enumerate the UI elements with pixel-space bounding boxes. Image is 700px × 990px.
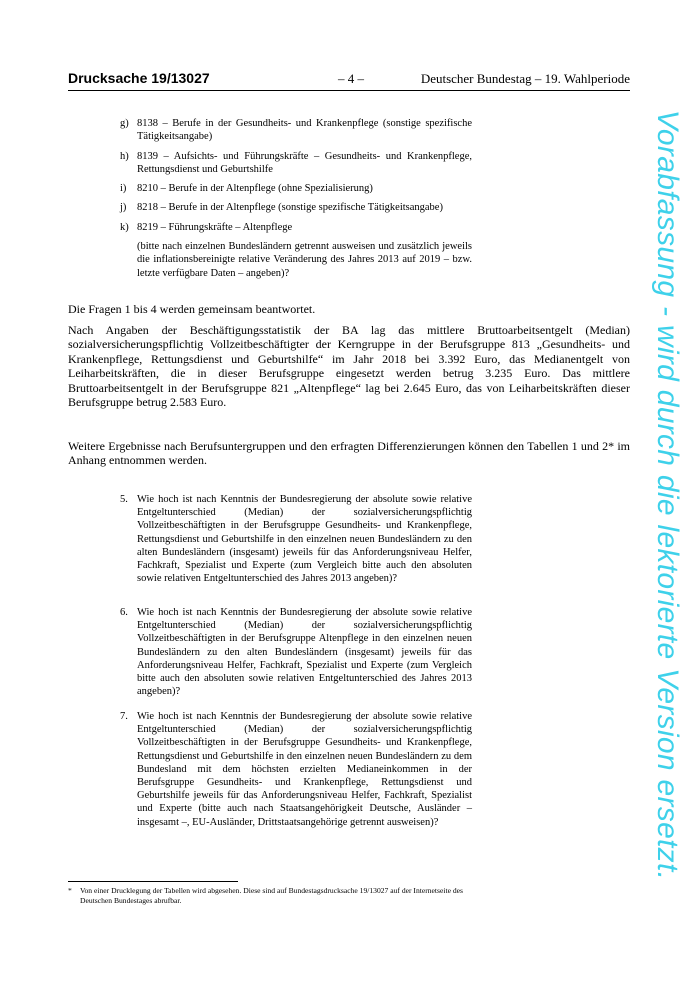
question-number: 5.	[120, 494, 128, 505]
footnote-divider	[68, 881, 238, 882]
occupation-sublist	[120, 117, 472, 280]
list-item-text: 8139 – Aufsichts- und Führungskräfte – Gesundheits- und Krankenpflege, Rettungsdienst und Geburtshilfe	[137, 150, 472, 175]
document-number: Drucksache 19/13027	[68, 70, 210, 86]
list-item	[120, 117, 472, 144]
footnote-text: Von einer Drucklegung der Tabellen wird abgesehen. Diese sind auf Bundestagsdrucksache 19/13027 auf der Internetseite des Deutschen Bundestages abrufbar.	[80, 886, 463, 905]
question-number: 7.	[120, 711, 128, 722]
parliament-period: Deutscher Bundestag – 19. Wahlperiode	[420, 71, 630, 86]
list-item-letter: h)	[120, 150, 129, 162]
list-item-text: 8210 – Berufe in der Altenpflege (ohne Spezialisierung)	[137, 183, 373, 195]
question-text: Wie hoch ist nach Kenntnis der Bundesregierung der absolute sowie relative Entgeltunterschied (Median) der sozialversicherungspflichtig Vollzeitbeschäftigten in der Berufsgruppe Gesundheits- und Krankenpflege, Rettungsdienst und Geburtshilfe in den einzelnen neuen Bundesländern zu dem Bundesland mit dem höchsten erzielten Medianeinkommen in der Berufsgruppe Gesundheits- und Krankenpflege, Rettungsdienst und Geburtshilfe jeweils für das Anforderungsniveau Helfer, Fachkraft, Spezialist und Experte (bitte auch nach Staatsangehörigkeit Deutsche, Ausländer – insgesamt –, EU-Ausländer, Drittstaatsangehörige getrennt ausweisen)?	[137, 711, 472, 828]
list-item-letter: j)	[120, 202, 127, 214]
question-7	[120, 710, 472, 829]
page-header	[68, 70, 630, 91]
answer-intro-text: Die Fragen 1 bis 4 werden gemeinsam beantwortet.	[68, 302, 316, 316]
question-number: 6.	[120, 607, 128, 618]
list-item	[120, 150, 472, 177]
list-item-text: 8138 – Berufe in der Gesundheits- und Krankenpflege (sonstige spezifische Tätigkeitsangabe)	[137, 118, 472, 143]
answer-paragraph-text: Weitere Ergebnisse nach Berufsuntergruppen und den erfragten Differenzierungen können den Tabellen 1 und 2* im Anhang entnommen werden.	[68, 439, 630, 468]
footnote-mark: *	[68, 886, 72, 895]
list-item-text: 8219 – Führungskräfte – Altenpflege	[137, 221, 293, 233]
list-item	[120, 201, 472, 214]
question-5	[120, 493, 472, 585]
draft-watermark: Vorabfassung - wird durch die lektorierte Version ersetzt.	[651, 109, 684, 881]
list-item-letter: i)	[120, 183, 127, 195]
answer-intro	[68, 302, 630, 316]
sub-list-note: (bitte nach einzelnen Bundesländern getrennt ausweisen und zusätzlich jeweils die inflationsbereinigte relative Veränderung des Jahres 2013 auf 2019 – bzw. letzte verfügbare Daten – angeben)?	[137, 241, 472, 279]
question-text: Wie hoch ist nach Kenntnis der Bundesregierung der absolute sowie relative Entgeltunterschied (Median) der sozialversicherungspflichtig Vollzeitbeschäftigten in der Berufsgruppe Gesundheits- und Krankenpflege, Rettungsdienst und Geburtshilfe in den einzelnen neuen Bundesländern zu den alten Bundesländern (insgesamt) jeweils für das Anforderungsniveau Helfer, Fachkraft, Spezialist und Experte (zum Vergleich bitte auch den absoluten sowie relativen Entgeltunterschied des Jahres 2013 angeben)?	[137, 494, 472, 585]
list-item	[120, 182, 472, 195]
answer-paragraph	[68, 323, 630, 409]
question-6	[120, 606, 472, 698]
answer-paragraph	[68, 439, 630, 468]
answer-paragraph-text: Nach Angaben der Beschäftigungsstatistik der BA lag das mittlere Bruttoarbeitsentgelt (Median) sozialversicherungspflichtig Vollzeitbeschäftigter der Kerngruppe in der Berufsgruppe 813 „Gesundheits- und Krankenpflege, Rettungsdienst und Geburtshilfe“ im Jahr 2018 bei 3.392 Euro, das Medianentgelt von Leiharbeitskräften, die in dieser Berufsgruppe eingesetzt werden betrug 3.235 Euro. Das mittlere Bruttoarbeitsentgelt in der Berufsgruppe 821 „Altenpflege“ lag bei 2.645 Euro, das von Leiharbeitskräften dieser Berufsgruppe betrug 2.583 Euro.	[68, 323, 630, 410]
footnote	[68, 886, 478, 906]
page-number: – 4 –	[338, 71, 364, 86]
list-item-text: 8218 – Berufe in der Altenpflege (sonstige spezifische Tätigkeitsangabe)	[137, 202, 443, 214]
question-text: Wie hoch ist nach Kenntnis der Bundesregierung der absolute sowie relative Entgeltunterschied (Median) der sozialversicherungspflichtig Vollzeitbeschäftigten in der Berufsgruppe Altenpflege in den einzelnen neuen Bundesländern zu den alten Bundesländern (insgesamt) jeweils für das Anforderungsniveau Helfer, Fachkraft, Spezialist und Experte (zum Vergleich bitte auch den absoluten sowie relativen Entgeltunterschied des Jahres 2013 angeben)?	[137, 607, 472, 698]
list-item	[120, 221, 472, 234]
list-item-letter: g)	[120, 118, 129, 129]
list-item-letter: k)	[120, 221, 129, 233]
